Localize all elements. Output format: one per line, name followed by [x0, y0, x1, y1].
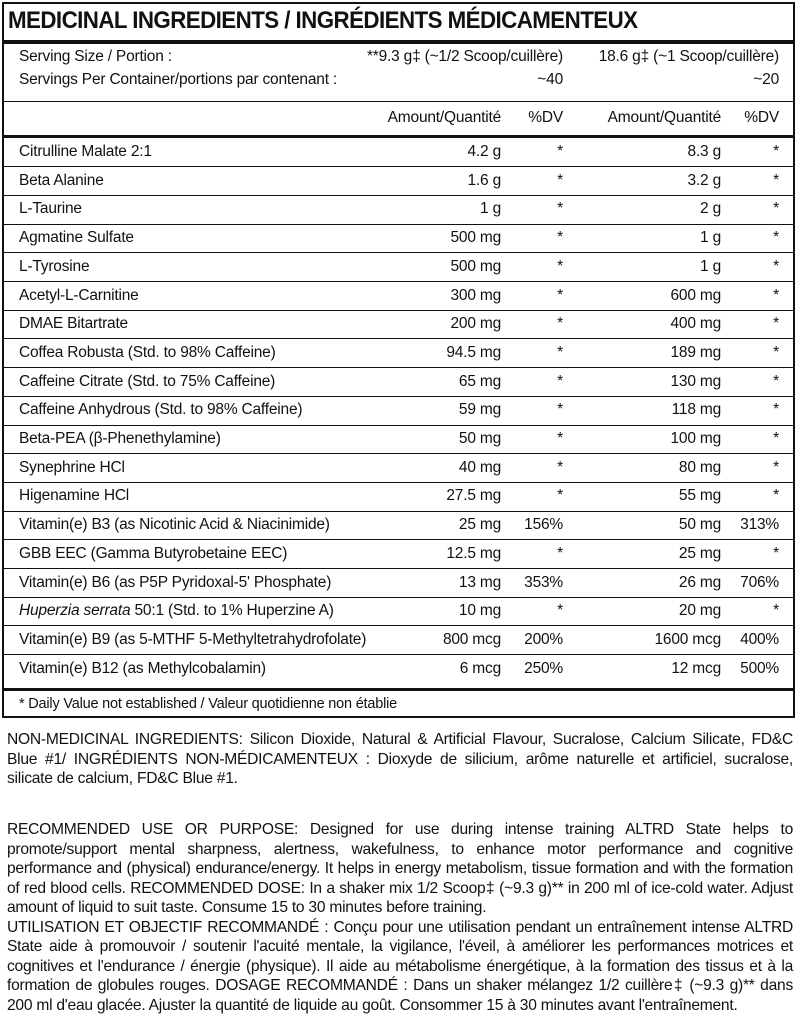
recommended-dose-fr-text: : Dans un shaker mélangez 1/2 cuillère‡ (~9.3 g)** dans 200 ml d'eau glacée. Ajuster la quantité de liquide au goût. Consommer 15 à 30 minutes avant l'entraînement.	[7, 977, 793, 1014]
medicinal-ingredients-panel	[2, 2, 795, 718]
dv-half: 200%	[524, 630, 563, 648]
ingredient-name	[19, 430, 221, 448]
ingredient-name-text: DMAE Bitartrate	[19, 315, 128, 333]
table-row	[4, 368, 793, 397]
amount-full: 80 mg	[678, 458, 721, 476]
table-row	[4, 626, 793, 655]
table-row	[4, 569, 793, 598]
amount-half: 1 g	[480, 200, 501, 218]
dv-full: *	[773, 458, 779, 476]
ingredient-name	[19, 401, 302, 419]
recommended-dose-lead: RECOMMENDED DOSE	[130, 879, 301, 897]
amount-half: 65 mg	[458, 372, 501, 390]
dv-half: *	[557, 401, 563, 419]
ingredient-name	[19, 258, 89, 276]
amount-full: 1600 mcg	[654, 630, 721, 648]
amount-full: 50 mg	[678, 516, 721, 534]
dv-full: *	[773, 430, 779, 447]
table-row	[4, 253, 793, 282]
dv-full: *	[773, 229, 779, 247]
panel-title: MEDICINAL INGREDIENTS / INGRÉDIENTS MÉDICAMENTEUX	[8, 7, 638, 34]
ingredient-name	[19, 459, 125, 477]
dv-full: 500%	[740, 659, 779, 677]
amount-half: 27.5 mg	[446, 487, 501, 505]
amount-half: 13 mg	[458, 573, 501, 591]
non-medicinal-text-fr: Dioxyde de silicium, arôme naturelle et artificiel, sucralose, silicate de calcium, FD&C Blue #1.	[7, 750, 793, 787]
dv-full: 400%	[740, 630, 779, 648]
column-headers	[4, 104, 793, 133]
dv-half: *	[557, 430, 563, 447]
amount-half: 6 mcg	[459, 659, 501, 677]
table-row	[4, 138, 793, 167]
amount-full: 1 g	[700, 229, 721, 247]
dv-half: *	[557, 315, 563, 333]
dv-full: *	[773, 257, 779, 275]
table-row	[4, 396, 793, 425]
non-medicinal-lead-en: NON-MEDICINAL INGREDIENTS:	[7, 731, 243, 748]
ingredient-name-text: Vitamin(e) B6 (as P5P Pyridoxal-5' Phosphate)	[19, 573, 332, 591]
ingredient-name	[19, 487, 129, 505]
ingredient-name	[19, 574, 331, 592]
amount-full: 55 mg	[678, 487, 721, 505]
dv-half: *	[557, 343, 563, 361]
amount-full: 189 mg	[670, 343, 721, 361]
amount-full: 130 mg	[670, 372, 721, 390]
amount-half: 94.5 mg	[446, 343, 501, 361]
dv-half: *	[557, 200, 563, 218]
recommended-use-fr-text: Conçu pour une utilisation pendant un entraînement intense ALTRD State aide à promouvoir / soutenir l'acuité mentale, la vigilance, l'éveil, à améliorer les performances motrices et cognitives et l'endurance / énergie (physique). Il aide au métabolisme énergétique, à la formation des tissus et à la formation de globules rouges.	[7, 918, 793, 994]
dv-half: 250%	[524, 659, 563, 677]
servings-label: Servings Per Container/portions par contenant :	[19, 71, 338, 88]
dv-half: *	[557, 602, 563, 620]
ingredient-name-text: Synephrine HCl	[19, 458, 125, 476]
ingredient-name-text: Citrulline Malate 2:1	[19, 143, 152, 160]
serving-size-full: 18.6 g‡ (~1 Scoop/cuillère)	[598, 48, 779, 65]
table-row	[4, 511, 793, 540]
dv-half: *	[557, 487, 563, 505]
recommended-use-fr-lead: UTILISATION ET OBJECTIF RECOMMANDÉ :	[7, 918, 329, 936]
ingredient-name	[19, 315, 128, 333]
ingredient-name-text: L-Taurine	[19, 200, 82, 218]
dv-half: *	[557, 229, 563, 247]
table-bottom-rule	[4, 688, 793, 691]
dv-half: *	[557, 286, 563, 304]
ingredient-name-text: Beta Alanine	[19, 171, 104, 189]
amount-half: 500 mg	[450, 257, 501, 275]
ingredient-name	[19, 287, 139, 305]
amount-half: 800 mcg	[442, 630, 501, 648]
ingredient-name	[19, 229, 134, 247]
ingredient-name-text: L-Tyrosine	[19, 257, 90, 275]
table-row	[4, 597, 793, 626]
amount-half: 500 mg	[450, 229, 501, 247]
table-row	[4, 482, 793, 511]
servings-half: ~40	[537, 71, 563, 88]
dv-full: *	[773, 372, 779, 390]
dv-full: *	[773, 143, 779, 160]
dv-full: *	[773, 401, 779, 419]
dv-half: *	[557, 458, 563, 476]
table-row	[4, 224, 793, 253]
ingredient-name	[19, 172, 104, 190]
ingredient-name-text: Agmatine Sulfate	[19, 229, 134, 247]
table-row	[4, 195, 793, 224]
ingredient-name-text: Caffeine Citrate (Std. to 75% Caffeine)	[19, 372, 276, 390]
ingredient-name-text: Vitamin(e) B12 (as Methylcobalamin)	[19, 659, 266, 677]
dv-full: *	[773, 315, 779, 333]
amount-full: 400 mg	[670, 315, 721, 333]
dv-half: *	[557, 171, 563, 189]
ingredient-name-text: 50:1 (Std. to 1% Huperzine A)	[130, 602, 334, 620]
dv-full: *	[773, 200, 779, 218]
amount-full: 3.2 g	[687, 171, 721, 189]
ingredient-name	[19, 344, 276, 362]
amount-half: 1.6 g	[467, 171, 501, 189]
dv-full: *	[773, 544, 779, 562]
ingredient-name	[19, 545, 287, 563]
dv-half: *	[557, 544, 563, 562]
dv-full: 313%	[740, 516, 779, 534]
non-medicinal-ingredients	[7, 730, 793, 789]
ingredient-name-text: Vitamin(e) B3 (as Nicotinic Acid & Niacinimide)	[19, 516, 330, 534]
amount-half: 10 mg	[458, 602, 501, 620]
ingredient-name	[19, 516, 330, 534]
dv-half: *	[557, 372, 563, 390]
ingredient-name	[19, 602, 334, 620]
header-dv-2: %DV	[744, 109, 779, 126]
amount-full: 26 mg	[678, 573, 721, 591]
header-amount-2: Amount/Quantité	[607, 109, 721, 126]
recommended-use-lead: RECOMMENDED USE OR PURPOSE:	[7, 821, 299, 838]
amount-full: 100 mg	[670, 430, 721, 447]
table-row	[4, 655, 793, 684]
dv-full: *	[773, 487, 779, 505]
ingredient-name-text: Acetyl-L-Carnitine	[19, 286, 139, 304]
ingredient-name	[19, 200, 82, 218]
recommended-use	[7, 820, 793, 1015]
amount-full: 1 g	[700, 257, 721, 275]
table-row	[4, 540, 793, 569]
ingredient-name	[19, 631, 366, 649]
serving-size-half: **9.3 g‡ (~1/2 Scoop/cuillère)	[366, 48, 563, 65]
amount-full: 12 mcg	[671, 659, 721, 677]
non-medicinal-text-en: Silicon Dioxide, Natural & Artificial Flavour, Sucralose, Calcium Silicate, FD&C Blue #1/	[7, 731, 793, 768]
recommended-use-text: Designed for use during intense training ALTRD State helps to promote/support mental sharpness, alertness, wakefulness, to enhance motor performance and cognitive performance and (physical) endurance/energy. It helps in energy metabolism, tissue formation and with the formation of red blood cells.	[7, 821, 793, 897]
amount-full: 118 mg	[671, 401, 721, 419]
ingredient-name-text: Vitamin(e) B9 (as 5-MTHF 5-Methyltetrahydrofolate)	[19, 630, 367, 648]
amount-half: 12.5 mg	[446, 544, 501, 562]
amount-full: 20 mg	[678, 602, 721, 620]
amount-half: 59 mg	[458, 401, 501, 419]
amount-full: 2 g	[700, 200, 721, 218]
amount-full: 8.3 g	[687, 143, 721, 160]
amount-full: 600 mg	[670, 286, 721, 304]
table-row	[4, 282, 793, 311]
dv-full: *	[773, 171, 779, 189]
dv-full: *	[773, 343, 779, 361]
ingredient-name-text: Coffea Robusta (Std. to 98% Caffeine)	[19, 343, 276, 361]
amount-half: 25 mg	[458, 516, 501, 534]
title-rule	[4, 40, 793, 44]
dv-full: *	[773, 602, 779, 620]
serving-size-label: Serving Size / Portion :	[19, 48, 172, 65]
dv-half: 156%	[524, 516, 563, 534]
header-dv: %DV	[528, 109, 563, 126]
ingredient-name	[19, 143, 152, 161]
table-row	[4, 339, 793, 368]
ingredient-name-text: Higenamine HCl	[19, 487, 130, 505]
table-row	[4, 425, 793, 454]
recommended-dose-fr-lead: DOSAGE RECOMMANDÉ	[215, 977, 398, 994]
amount-half: 200 mg	[450, 315, 501, 333]
ingredient-name	[19, 373, 275, 391]
dv-half: *	[557, 257, 563, 275]
dv-full: 706%	[740, 573, 779, 591]
table-row	[4, 454, 793, 483]
ingredient-name-text: GBB EEC (Gamma Butyrobetaine EEC)	[19, 544, 288, 562]
ingredient-name-italic: Huperzia serrata	[19, 602, 131, 620]
footnote: * Daily Value not established / Valeur quotidienne non établie	[19, 696, 398, 712]
ingredient-name-text: Caffeine Anhydrous (Std. to 98% Caffeine)	[19, 401, 303, 419]
servings-full: ~20	[753, 71, 779, 88]
table-row	[4, 167, 793, 196]
amount-full: 25 mg	[678, 544, 721, 562]
recommended-dose-text: : In a shaker mix 1/2 Scoop‡ (~9.3 g)** in 200 ml of ice-cold water. Adjust amount of liquid to suit taste. Consume 15 to 30 minutes before training.	[7, 879, 793, 916]
non-medicinal-lead-fr: INGRÉDIENTS NON-MÉDICAMENTEUX :	[73, 750, 370, 768]
amount-half: 4.2 g	[467, 143, 501, 160]
header-amount: Amount/Quantité	[387, 109, 501, 126]
header-rule	[4, 101, 793, 102]
ingredient-name-text: Beta-PEA (β-Phenethylamine)	[19, 430, 221, 447]
amount-half: 50 mg	[458, 430, 501, 447]
dv-half: 353%	[524, 573, 563, 591]
amount-half: 300 mg	[450, 286, 501, 304]
dv-half: *	[557, 143, 563, 160]
amount-half: 40 mg	[458, 458, 501, 476]
ingredient-name	[19, 660, 266, 678]
dv-full: *	[773, 286, 779, 304]
table-row	[4, 310, 793, 339]
